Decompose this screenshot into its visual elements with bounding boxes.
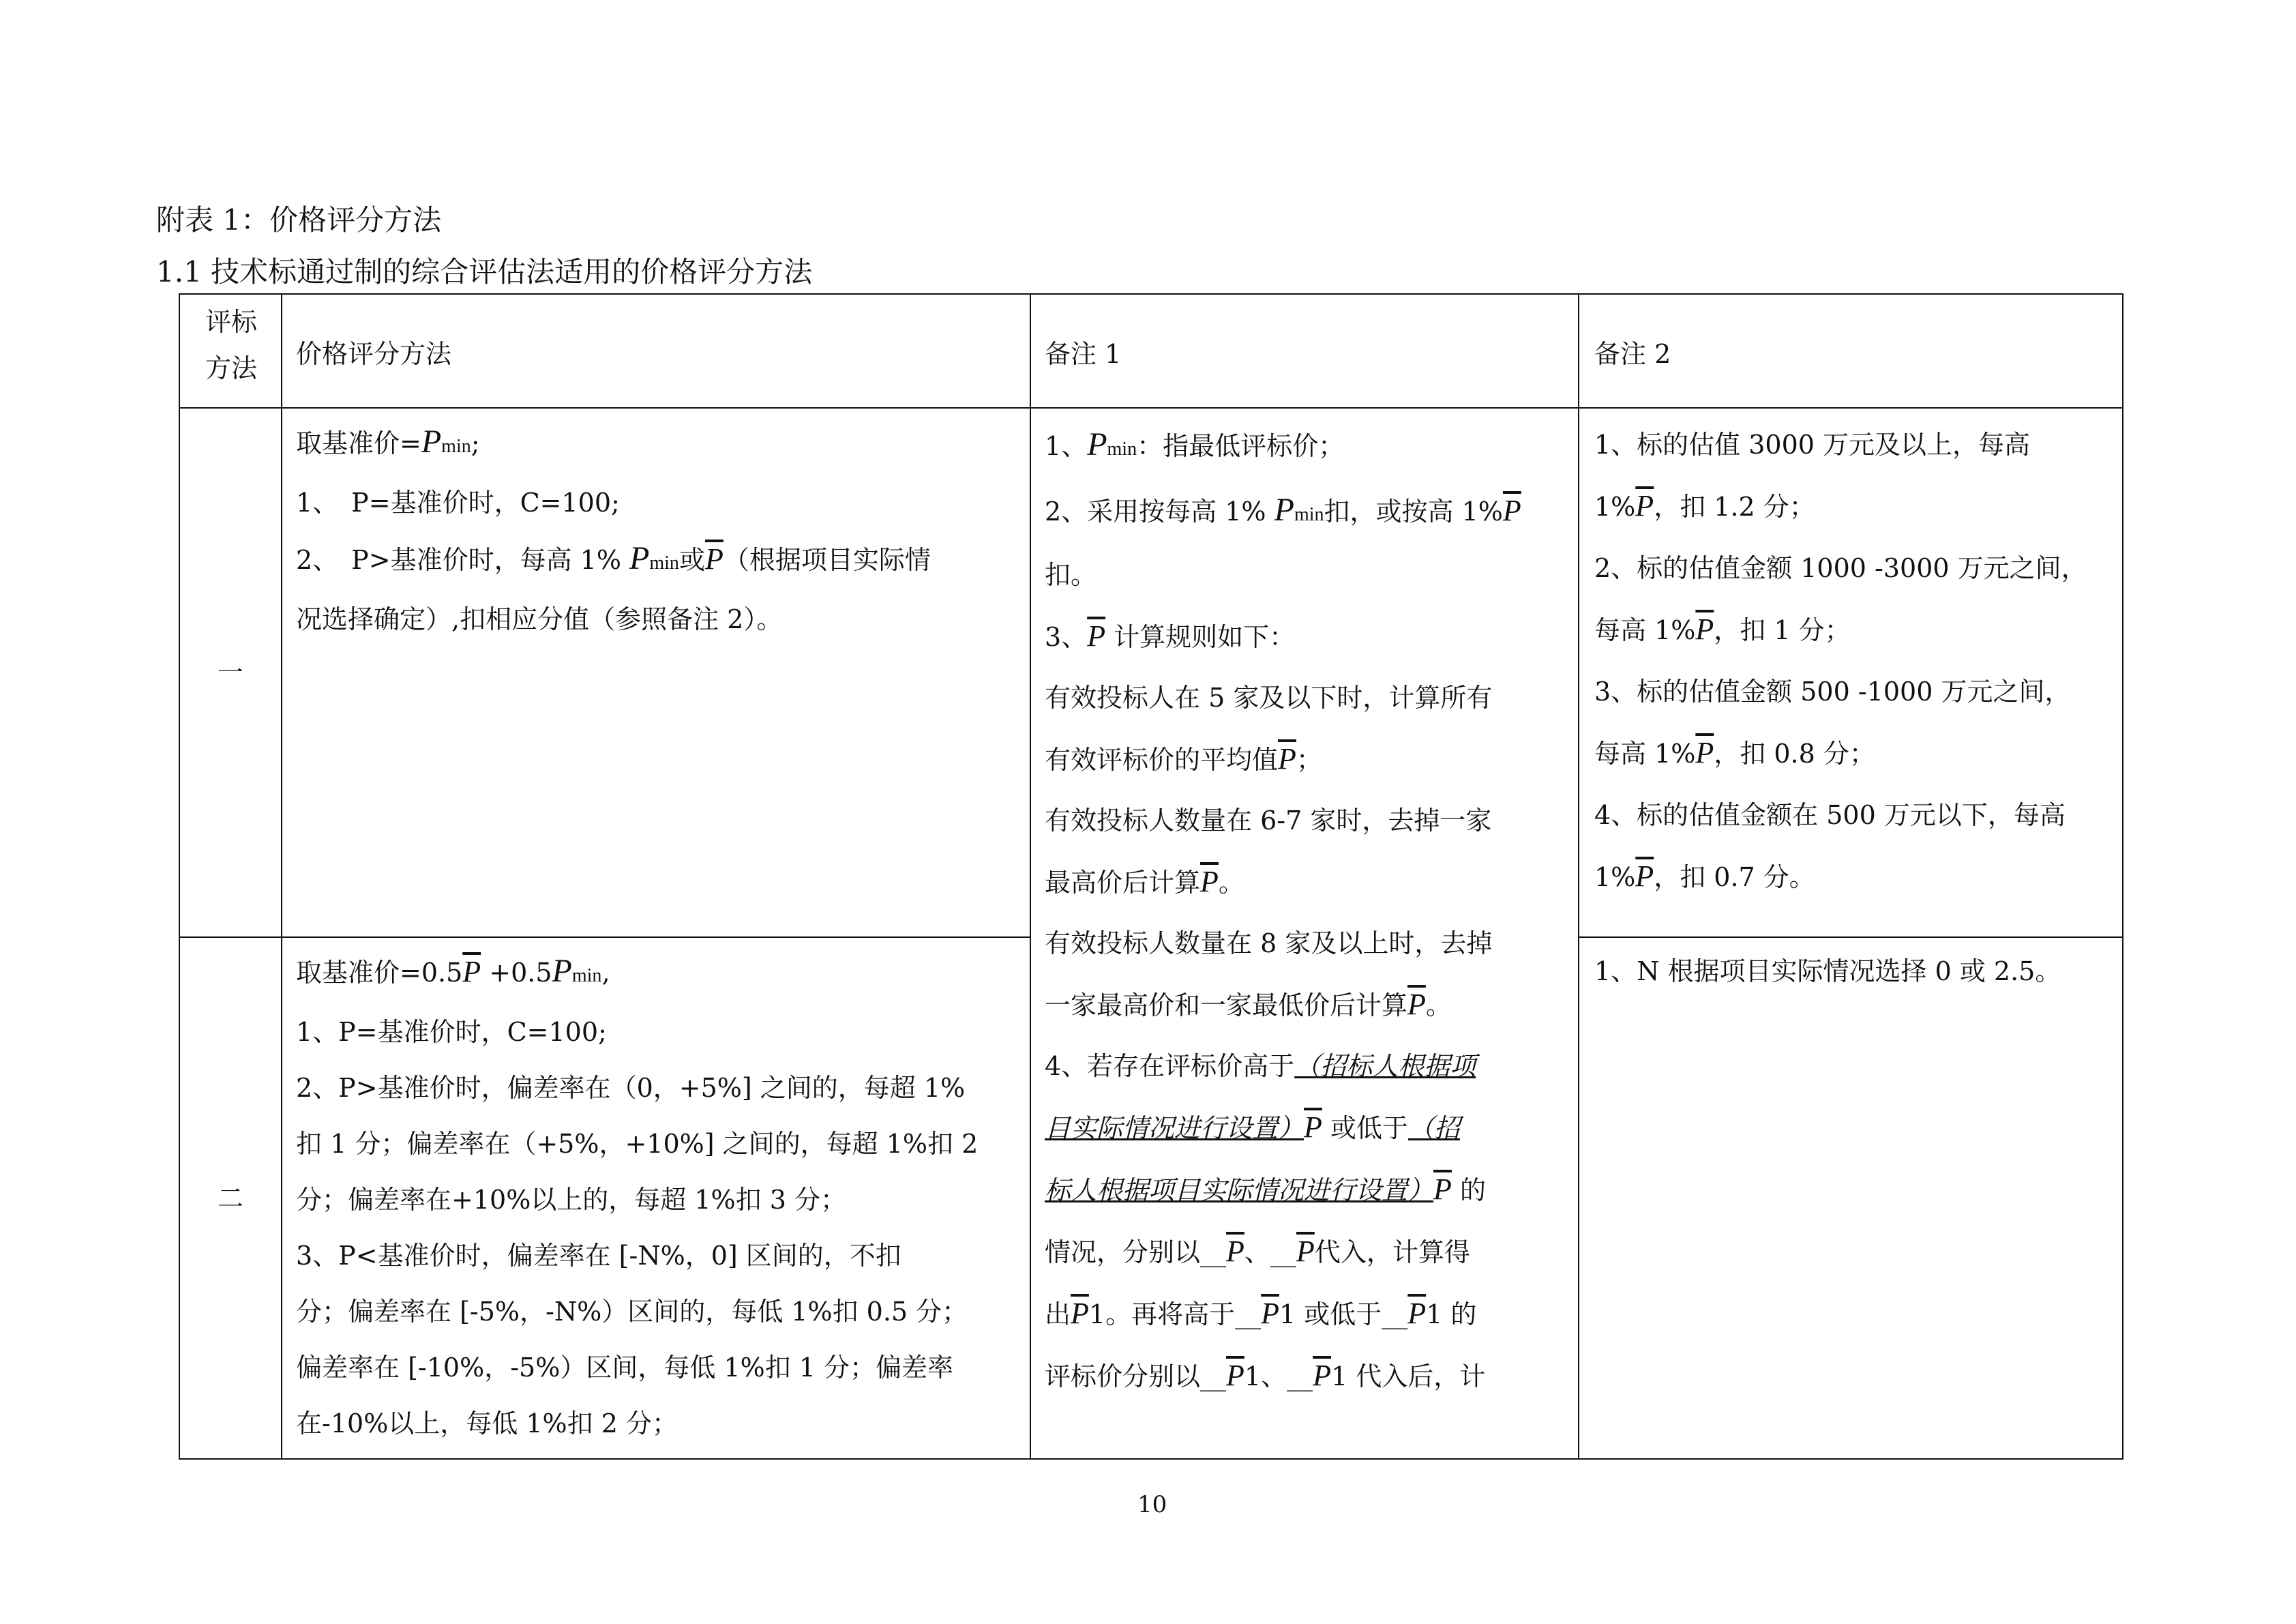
method-label: 一	[179, 408, 282, 937]
price-method-cell: 取基准价=Pmin; 1、 P=基准价时，C=100; 2、 P>基准价时，每高 1% Pmin或$\overline{P}$（根据项目实际情 况选择确定）,扣相应分值（参照备注 2）。	[282, 408, 1030, 937]
header-price-method: 价格评分方法	[282, 294, 1030, 408]
table-header-row	[179, 294, 2123, 408]
method-label: 二	[179, 937, 282, 1459]
note2-cell: 1、标的估值 3000 万元及以上，每高 $1\%\overline{P}$，扣 1.2 分； 2、标的估值金额 1000 -3000 万元之间， 每高 $1\%\overline{P}$，扣 1 分； 3、标的估值金额 500 -1000 万元之间， 每高 $1\%\overline{P}$，扣 0.8 分； 4、标的估值金额在 500 万元以下，每高 $1\%\overline{P}$，扣 0.7 分。	[1579, 408, 2123, 937]
note2-cell: 1、N 根据项目实际情况选择 0 或 2.5。	[1579, 937, 2123, 1459]
price-method-cell: 取基准价$=0.5\overline{P} +0.5Pmin$, 1、P=基准价时，C=100; 2、P>基准价时，偏差率在（0，+5%] 之间的，每超 1% 扣 1 分；偏差率在（+5%，+10%] 之间的，每超 1%扣 2 分；偏差率在+10%以上的，每超 1%扣 3 分； 3、P<基准价时，偏差率在 [-N%，0] 区间的，不扣 分；偏差率在 [-5%，-N%）区间的，每低 1%扣 0.5 分； 偏差率在 [-10%，-5%）区间，每低 1%扣 1 分；偏差率 在-10%以上，每低 1%扣 2 分；	[282, 937, 1030, 1459]
price-scoring-table	[179, 293, 2123, 1460]
appendix-title: 附表 1：价格评分方法	[156, 203, 442, 237]
note1-cell: 1、Pmin：指最低评标价； 2、采用按每高 1% Pmin扣，或按高 $1\%\overline{P}$ 扣。 3、$\overline{P}$ 计算规则如下： 有效投标人在 5 家及以下时，计算所有 有效评标价的平均值$\overline{P}$； 有效投标人数量在 6-7 家时，去掉一家 最高价后计算$\overline{P}$。 有效投标人数量在 8 家及以上时，去掉 一家最高价和一家最低价后计算$\overline{P}$。 4、若存在评标价高于（招标人根据项 目实际情况进行设置）$\overline{P}$ 或低于（招 标人根据项目实际情况进行设置）$\overline{P}$ 的 情况，分别以$\_\_\overline{P}$、$\_\_\overline{P}$代入，计算得 出$\overline{P}1$。再将高于$\_\_\overline{P}1$ 或低于$\_\_\overline{P}1$ 的 评标价分别以$\_\_\overline{P}1$、$\_\_\overline{P}1$ 代入后，计	[1030, 408, 1579, 1459]
header-note1: 备注 1	[1030, 294, 1579, 408]
page-number: 10	[1137, 1491, 1167, 1518]
table-row	[179, 408, 2123, 937]
header-note2: 备注 2	[1579, 294, 2123, 408]
section-title: 1.1 技术标通过制的综合评估法适用的价格评分方法	[156, 255, 813, 289]
header-method: 评标 方法	[179, 294, 282, 408]
